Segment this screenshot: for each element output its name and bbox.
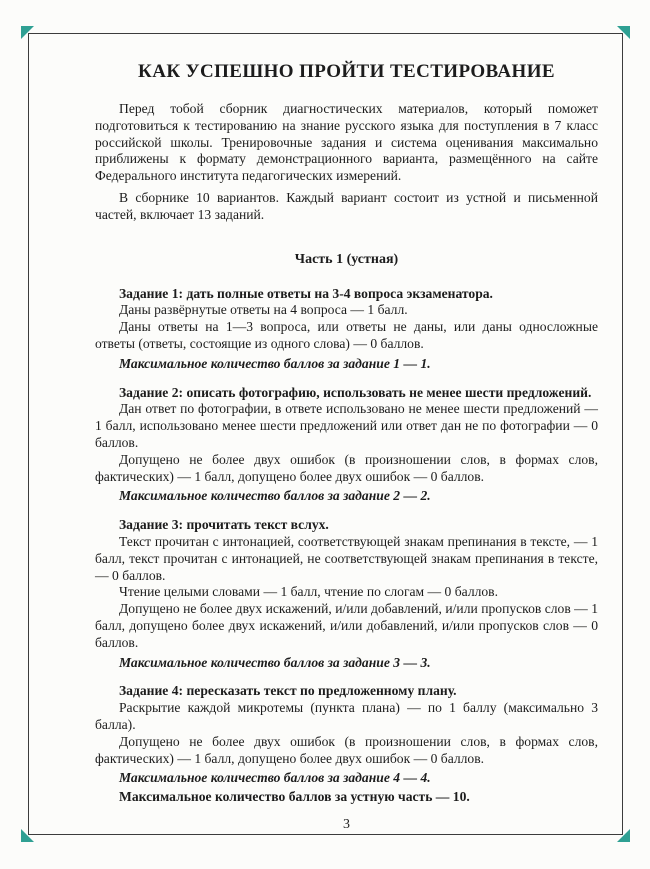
task-3-criterion-2: Чтение целыми словами — 1 балл, чтение по слогам — 0 баллов. xyxy=(119,584,498,600)
intro-paragraph-1: Перед тобой сборник диагностических материалов, который поможет подготовиться к тестированию на знание русского языка для поступления в 7 класс российской школы. Тренировочные задания и система оценивания максимально приближены к формату демонстрационного варианта, размещённого на сайте Федерального института педагогических измерений. xyxy=(95,101,598,184)
task-2-max-score: Максимальное количество баллов за задание 2 — 2. xyxy=(119,488,431,504)
task-1-title: Задание 1: дать полные ответы на 3-4 вопроса экзаменатора. xyxy=(119,285,493,301)
task-4-criterion-1: Раскрытие каждой микротемы (пункта плана) — по 1 баллу (максимально 3 балла). xyxy=(95,700,598,732)
task-4-criterion-2: Допущено не более двух ошибок (в произношении слов, в формах слов, фактических) — 1 балл, допущено более двух ошибок — 0 баллов. xyxy=(95,733,598,766)
task-4-title: Задание 4: пересказать текст по предложенному плану. xyxy=(119,683,457,699)
task-3-max-score: Максимальное количество баллов за задание 3 — 3. xyxy=(119,654,431,670)
task-1-criterion-1: Даны развёрнутые ответы на 4 вопроса — 1 балл. xyxy=(119,302,408,318)
task-3-criterion-3: Допущено не более двух искажений, и/или добавлений, и/или пропусков слов — 1 балл, допущено более двух искажений, и/или добавлений, и/или пропусков слов — 0 баллов. xyxy=(95,601,598,650)
task-3-criterion-1: Текст прочитан с интонацией, соответствующей знакам препинания в тексте, — 1 балл, текст прочитан с интонацией, не соответствующей знакам препинания в тексте, — 0 баллов. xyxy=(95,533,598,583)
task-2-criterion-1: Дан ответ по фотографии, в ответе использовано не менее шести предложений — 1 балл, использовано менее шести предложений или ответ дан не по фотографии — 0 баллов. xyxy=(95,401,598,450)
intro-paragraph-2: В сборнике 10 вариантов. Каждый вариант состоит из устной и письменной частей, включает 13 заданий. xyxy=(95,189,598,222)
part1-total-score: Максимальное количество баллов за устную часть — 10. xyxy=(119,789,470,805)
task-3-title: Задание 3: прочитать текст вслух. xyxy=(119,517,329,533)
task-1-max-score: Максимальное количество баллов за задание 1 — 1. xyxy=(119,355,431,371)
task-1-criterion-2: Даны ответы на 1—3 вопроса, или ответы не даны, или даны односложные ответы (ответы, состоящие из одного слова) — 0 баллов. xyxy=(95,319,598,351)
task-4-max-score: Максимальное количество баллов за задание 4 — 4. xyxy=(119,770,431,786)
part1-heading: Часть 1 (устная) xyxy=(294,251,399,267)
page-number: 3 xyxy=(343,817,350,832)
task-2-title: Задание 2: описать фотографию, использовать не менее шести предложений. xyxy=(119,384,592,400)
page-title: КАК УСПЕШНО ПРОЙТИ ТЕСТИРОВАНИЕ xyxy=(138,61,555,82)
task-2-criterion-2: Допущено не более двух ошибок (в произношении слов, в формах слов, фактических) — 1 балл, допущено более двух ошибок — 0 баллов. xyxy=(95,451,598,484)
page-content xyxy=(95,61,598,806)
